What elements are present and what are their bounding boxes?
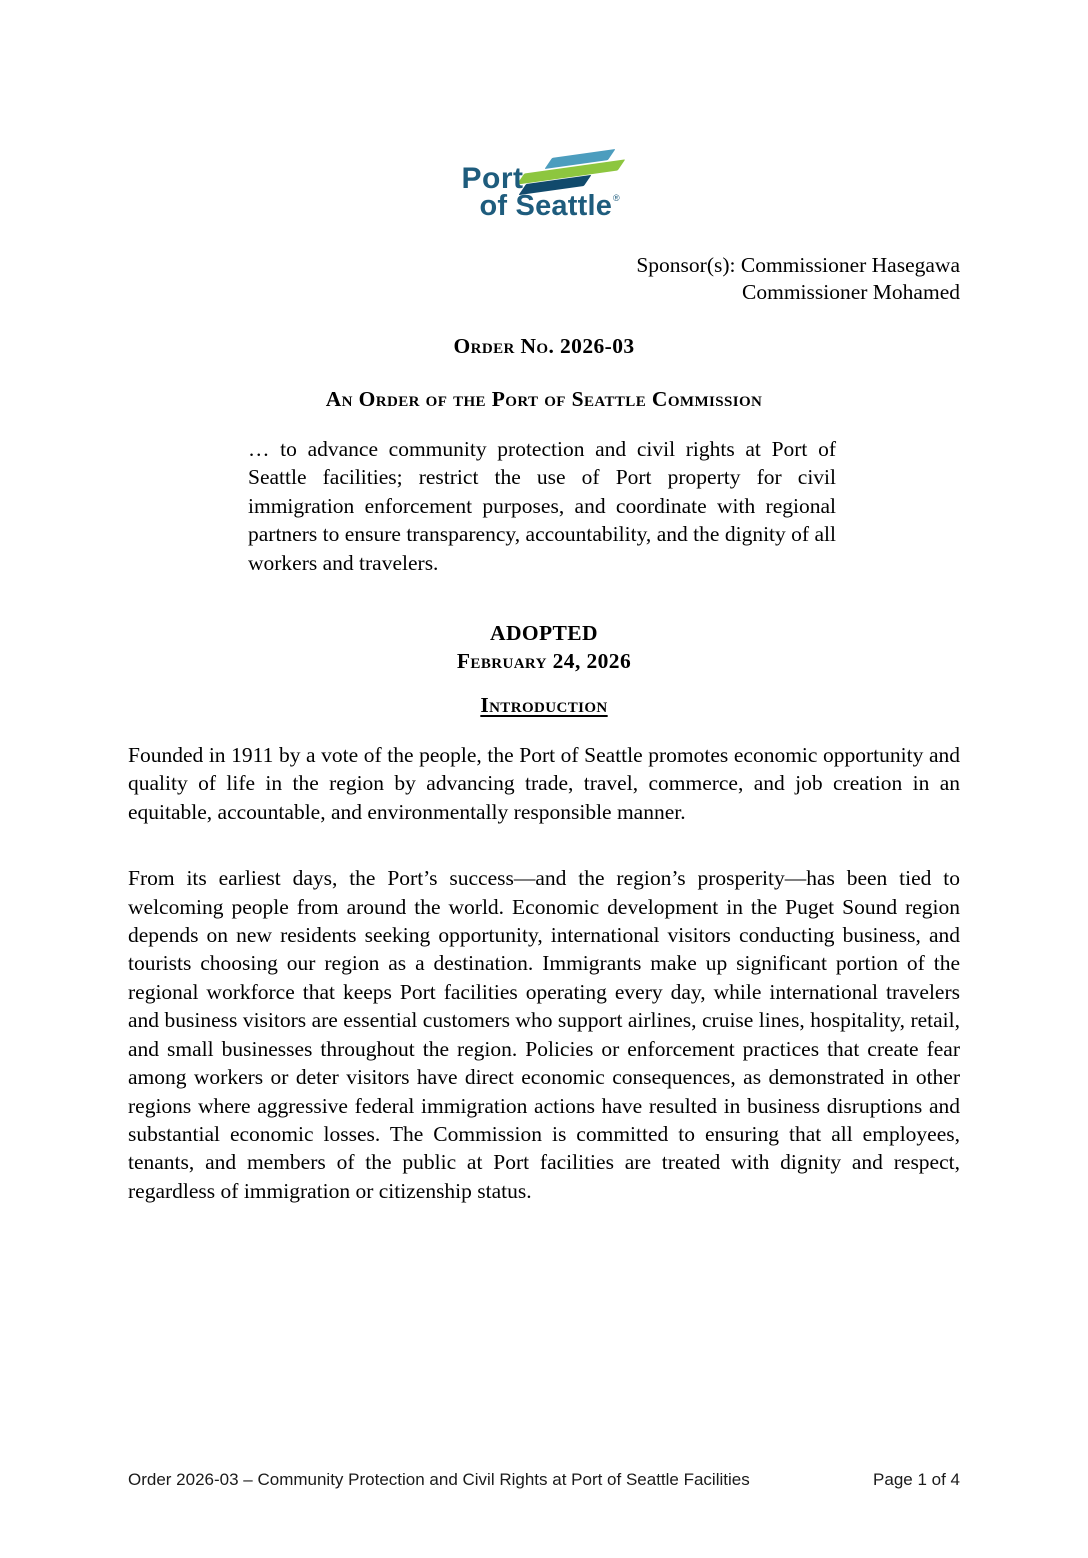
purpose-clause: … to advance community protection and civil rights at Port of Seattle facilities; restrict the use of Port property for civil immigration enforcement purposes, and coordinate with regional partners to ensure transparency, accountability, and the dignity of all workers and travelers. bbox=[248, 437, 836, 575]
order-number-heading: Order No. 2026-03 bbox=[453, 334, 635, 358]
sponsor-line-1: Sponsor(s): Commissioner Hasegawa bbox=[636, 253, 960, 277]
order-title-heading: An Order of the Port of Seattle Commission bbox=[325, 387, 763, 411]
introduction-heading: Introduction bbox=[480, 693, 608, 718]
sponsors-block bbox=[128, 252, 960, 306]
logo-text-of-seattle: of Seattle® bbox=[479, 190, 620, 222]
logo-text-port: Port bbox=[461, 162, 524, 195]
footer-page-number: Page 1 of 4 bbox=[873, 1470, 960, 1489]
adopted-label: ADOPTED bbox=[490, 621, 598, 646]
sponsor-line-2: Commissioner Mohamed bbox=[742, 280, 960, 304]
logo-block bbox=[128, 150, 960, 222]
page-footer bbox=[128, 1470, 960, 1490]
port-of-seattle-logo bbox=[462, 150, 627, 222]
registered-trademark-icon: ® bbox=[613, 193, 620, 203]
introduction-paragraph-2: From its earliest days, the Port’s success—and the region’s prosperity—has been tied to welcoming people from around the world. Economic development in the Puget Sound region depends on new residents seeking opportunity, international visitors conducting business, and tourists choosing our region as a destination. Immigrants make up significant portion of the regional workforce that keeps Port facilities operating every day, while international travelers and business visitors are essential customers who support airlines, cruise lines, hospitality, retail, and small businesses throughout the region. Policies or enforcement practices that create fear among workers or deter visitors have direct economic consequences, as demonstrated in other regions where aggressive federal immigration actions have resulted in business disruptions and substantial economic losses. The Commission is committed to ensuring that all employees, tenants, and members of the public at Port facilities are treated with dignity and respect, regardless of immigration or citizenship status. bbox=[128, 866, 960, 1203]
adopted-date: February 24, 2026 bbox=[456, 649, 632, 674]
footer-document-title: Order 2026-03 – Community Protection and Civil Rights at Port of Seattle Facilities bbox=[128, 1470, 750, 1489]
introduction-paragraph-1: Founded in 1911 by a vote of the people, the Port of Seattle promotes economic opportunity and quality of life in the region by advancing trade, travel, commerce, and job creation in an equitable, accountable, and environmentally responsible manner. bbox=[128, 743, 960, 824]
document-page bbox=[0, 150, 1088, 1558]
